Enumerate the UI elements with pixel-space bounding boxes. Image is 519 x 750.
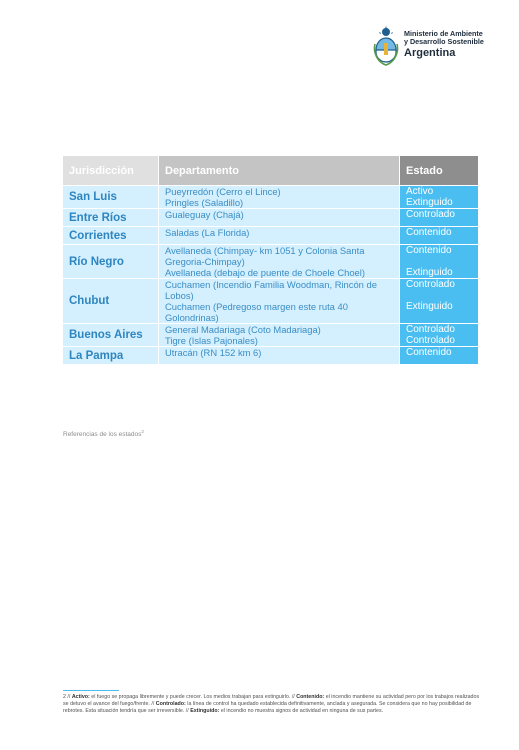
footnote-text-controlado: la línea de control ha quedado establecida definitivamente, anclada y asegurada. Se considera que no hay posibilidad de rebrotes. Esta situación tendría que ser irreversible. // xyxy=(63,701,472,714)
footnote-term-activo: Activo: xyxy=(71,694,90,700)
departamento-item: General Madariaga (Coto Madariaga) xyxy=(165,324,321,335)
departamento-item: Tigre (Islas Pajonales) xyxy=(165,335,258,346)
logo-ministry-line2: y Desarrollo Sostenible xyxy=(404,37,484,46)
departamento-item: Pringles (Saladillo) xyxy=(165,197,244,208)
estado-item: Controlado xyxy=(406,324,455,335)
estado-cell xyxy=(400,227,479,245)
estado-cell xyxy=(400,209,479,227)
column-header-departamento: Departamento xyxy=(159,156,400,186)
footnote-marker: 2 xyxy=(141,429,144,434)
footnote-term-extinguido: Extinguido: xyxy=(190,708,220,714)
departamento-item: Avellaneda (Chimpay- km 1051 y Colonia Santa Gregoria-Chimpay) xyxy=(165,245,365,267)
departamento-item: Cuchamen (Pedregoso margen este ruta 40 Golondrinas) xyxy=(165,301,348,323)
estado-item: Contenido xyxy=(406,227,452,238)
footnote-text-activo: el fuego se propaga libremente y puede crecer. Los medios trabajan para extinguirlo. // xyxy=(91,694,295,700)
departamento-item: Avellaneda (debajo de puente de Choele Choel) xyxy=(165,267,365,278)
estado-item: Controlado xyxy=(406,209,455,220)
ministry-logo xyxy=(373,26,493,68)
jurisdiccion-cell: Buenos Aires xyxy=(63,324,159,347)
departamento-cell xyxy=(159,186,400,209)
estado-item: Controlado xyxy=(406,335,455,346)
footnote-term-controlado: Controlado: xyxy=(155,701,186,707)
jurisdiccion-cell: Río Negro xyxy=(63,245,159,279)
references-caption xyxy=(63,429,144,438)
table-row xyxy=(63,324,479,347)
footnote-text-extinguido: el incendio no muestra signos de actividad en ninguna de sus partes. xyxy=(220,708,384,714)
jurisdiccion-cell: Chubut xyxy=(63,279,159,324)
estado-item: Extinguido xyxy=(406,197,453,208)
estado-cell xyxy=(400,279,479,324)
estado-item: Activo xyxy=(406,186,434,197)
departamento-cell xyxy=(159,279,400,324)
references-text: Referencias de los estados xyxy=(63,431,142,439)
jurisdiccion-cell: La Pampa xyxy=(63,347,159,365)
estado-cell xyxy=(400,186,479,209)
departamento-cell xyxy=(159,347,400,365)
departamento-item: Cuchamen (Incendio Familia Woodman, Rincón de Lobos) xyxy=(165,279,377,301)
fires-status-table xyxy=(63,156,479,365)
jurisdiccion-cell: Corrientes xyxy=(63,227,159,245)
departamento-cell xyxy=(159,209,400,227)
table-row xyxy=(63,347,479,365)
table-row xyxy=(63,209,479,227)
estado-item: Contenido xyxy=(406,347,452,358)
estado-item: Extinguido xyxy=(406,267,453,278)
table-row xyxy=(63,186,479,209)
estado-item: Controlado xyxy=(406,279,455,290)
estado-item: Extinguido xyxy=(406,301,453,312)
footnote xyxy=(63,694,481,715)
departamento-cell xyxy=(159,245,400,279)
departamento-item: Saladas (La Florida) xyxy=(165,227,250,238)
departamento-item: Gualeguay (Chajá) xyxy=(165,209,244,220)
column-header-jurisdiccion: Jurisdicción xyxy=(63,156,159,186)
column-header-estado: Estado xyxy=(400,156,479,186)
logo-ministry-line1: Ministerio de Ambiente xyxy=(404,29,483,38)
footnote-divider xyxy=(63,690,119,691)
jurisdiccion-cell: Entre Ríos xyxy=(63,209,159,227)
estado-item: Contenido xyxy=(406,245,452,256)
footnote-text-contenido: el incendio mantiene su actividad pero por los trabajos realizados se detuvo el avance del fuego/frente. // xyxy=(63,694,480,707)
logo-country: Argentina xyxy=(404,47,456,59)
estado-cell xyxy=(400,245,479,279)
departamento-item: Pueyrredón (Cerro el Lince) xyxy=(165,186,281,197)
estado-cell xyxy=(400,324,479,347)
footnote-prefix: 2 // xyxy=(63,694,71,700)
table-row xyxy=(63,279,479,324)
table-row xyxy=(63,227,479,245)
table-header-row xyxy=(63,156,479,186)
estado-cell xyxy=(400,347,479,365)
table-row xyxy=(63,245,479,279)
jurisdiccion-cell: San Luis xyxy=(63,186,159,209)
departamento-item: Utracán (RN 152 km 6) xyxy=(165,347,262,358)
departamento-cell xyxy=(159,324,400,347)
footnote-term-contenido: Contenido: xyxy=(296,694,325,700)
argentina-coat-of-arms-icon xyxy=(373,26,399,66)
departamento-cell xyxy=(159,227,400,245)
